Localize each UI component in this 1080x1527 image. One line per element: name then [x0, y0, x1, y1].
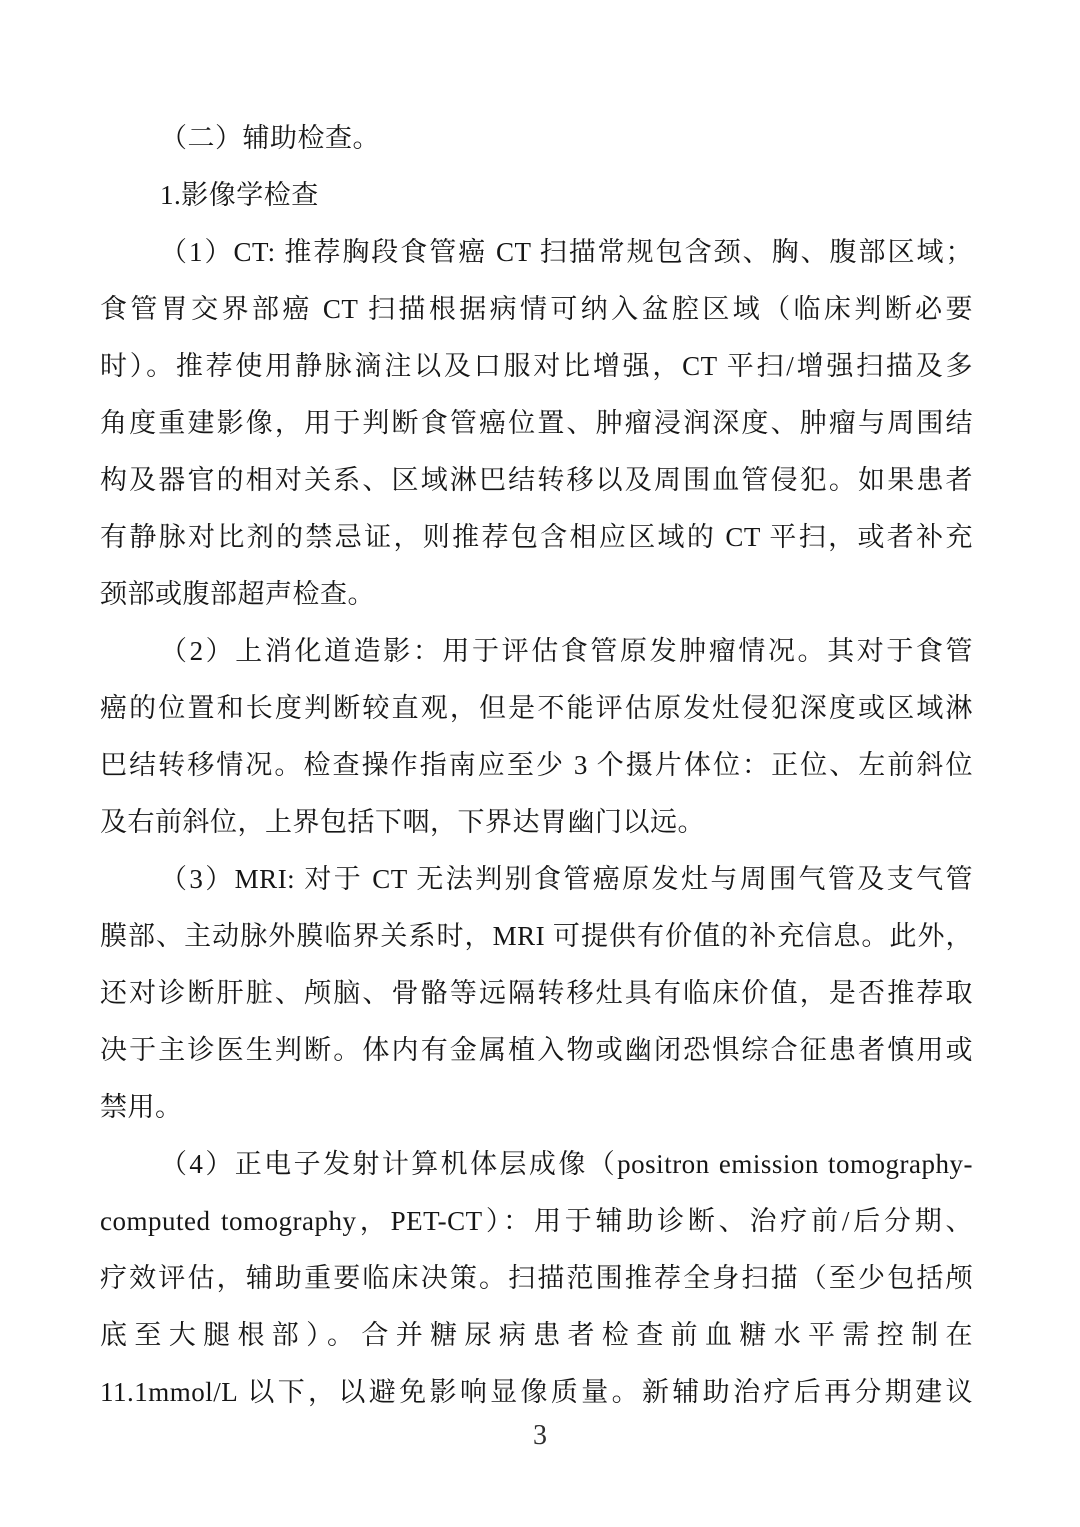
text-line: （2）上消化道造影：用于评估食管原发肿瘤情况。其对于食管 — [160, 636, 973, 666]
text-line: computed tomography，PET-CT）：用于辅助诊断、治疗前/后分期、 — [100, 1206, 973, 1236]
paragraph — [100, 1136, 973, 1421]
text-line: 巴结转移情况。检查操作指南应至少 3 个摄片体位：正位、左前斜位 — [100, 750, 973, 780]
text-line: 时）。推荐使用静脉滴注以及口服对比增强，CT 平扫/增强扫描及多 — [100, 351, 973, 381]
text-line: 决于主诊医生判断。体内有金属植入物或幽闭恐惧综合征患者慎用或 — [100, 1035, 973, 1065]
text-line: （4）正电子发射计算机体层成像（positron emission tomography- — [160, 1149, 973, 1179]
text-line: 有静脉对比剂的禁忌证，则推荐包含相应区域的 CT 平扫，或者补充 — [100, 522, 973, 552]
paragraph — [100, 623, 973, 851]
text-line: 癌的位置和长度判断较直观，但是不能评估原发灶侵犯深度或区域淋 — [100, 693, 973, 723]
text-line: 11.1mmol/L 以下，以避免影响显像质量。新辅助治疗后再分期建议 — [100, 1377, 973, 1407]
text-line: 构及器官的相对关系、区域淋巴结转移以及周围血管侵犯。如果患者 — [100, 465, 973, 495]
page-footer — [0, 1415, 1080, 1457]
text-line: 疗效评估，辅助重要临床决策。扫描范围推荐全身扫描（至少包括颅 — [100, 1263, 973, 1293]
text-line: 禁用。 — [100, 1092, 183, 1122]
text-line: （3）MRI: 对于 CT 无法判别食管癌原发灶与周围气管及支气管 — [160, 864, 973, 894]
text-line: 及右前斜位，上界包括下咽，下界达胃幽门以远。 — [100, 807, 705, 837]
text-line: 膜部、主动脉外膜临界关系时，MRI 可提供有价值的补充信息。此外， — [100, 921, 973, 951]
paragraph-list — [100, 224, 973, 1421]
subsection-heading: 1.影像学检查 — [160, 180, 319, 210]
paragraph — [100, 851, 973, 1136]
text-line: 颈部或腹部超声检查。 — [100, 579, 375, 609]
text-line: 还对诊断肝脏、颅脑、骨骼等远隔转移灶具有临床价值，是否推荐取 — [100, 978, 973, 1008]
document-body — [100, 110, 973, 1421]
text-line: 角度重建影像，用于判断食管癌位置、肿瘤浸润深度、肿瘤与周围结 — [100, 408, 973, 438]
text-line: 食管胃交界部癌 CT 扫描根据病情可纳入盆腔区域（临床判断必要 — [100, 294, 973, 324]
text-line: （1）CT: 推荐胸段食管癌 CT 扫描常规包含颈、胸、腹部区域； — [160, 237, 973, 267]
text-line: 底至大腿根部）。合并糖尿病患者检查前血糖水平需控制在 — [100, 1320, 973, 1350]
paragraph — [100, 224, 973, 623]
page-number: 3 — [533, 1420, 547, 1451]
section-heading: （二）辅助检查。 — [160, 123, 380, 153]
